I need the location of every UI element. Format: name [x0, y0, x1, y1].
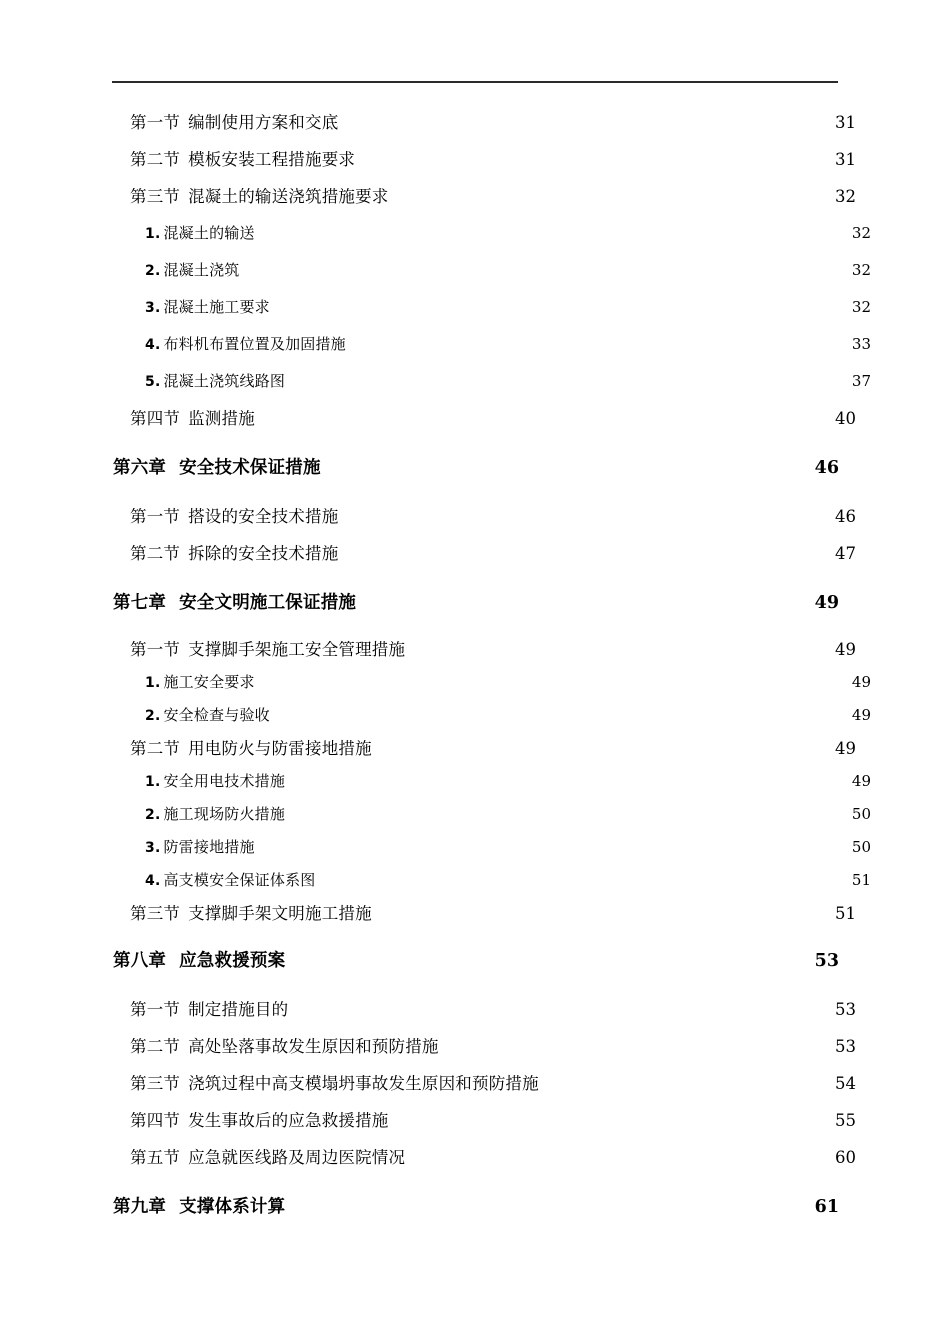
- toc-entry-text: 用电防火与防雷接地措施: [188, 739, 372, 758]
- toc-entry-number: 3.: [145, 300, 161, 316]
- toc-entry-number: 1.: [145, 675, 161, 691]
- toc-dot-leader: [315, 870, 849, 885]
- toc-entry-section[interactable]: [130, 178, 856, 215]
- toc-entry-title: [130, 1065, 539, 1102]
- toc-entry-title: [130, 141, 355, 178]
- toc-entry-section[interactable]: [130, 104, 856, 141]
- toc-entry-number: 1.: [145, 226, 161, 242]
- toc-entry-label: 第九章: [113, 1197, 167, 1217]
- toc-entry-page-number: 49: [851, 772, 871, 790]
- toc-entry-title: [145, 864, 315, 898]
- toc-entry-page-number: 53: [835, 1037, 856, 1056]
- toc-dot-leader: [338, 506, 832, 523]
- toc-entry-label: 第四节: [130, 1111, 181, 1130]
- toc-entry-page-number: 49: [814, 593, 839, 613]
- toc-entry-item[interactable]: [145, 765, 871, 798]
- toc-dot-leader: [270, 297, 849, 312]
- toc-entry-page-number: 46: [835, 507, 856, 526]
- toc-entry-page-number: 61: [814, 1197, 839, 1217]
- toc-entry-page-number: 51: [835, 904, 856, 923]
- toc-entry-text: 支撑体系计算: [179, 1197, 286, 1217]
- toc-entry-label: 第一节: [130, 640, 181, 659]
- toc-entry-title: [130, 991, 288, 1028]
- toc-entry-page-number: 60: [835, 1148, 856, 1167]
- toc-entry-item[interactable]: [145, 363, 871, 400]
- toc-entry-number: 2.: [145, 263, 161, 279]
- toc-dot-leader: [372, 903, 832, 920]
- toc-entry-number: 2.: [145, 708, 161, 724]
- toc-entry-text: 混凝土的输送浇筑措施要求: [188, 187, 389, 206]
- toc-entry-text: 浇筑过程中高支模塌坍事故发生原因和预防措施: [188, 1074, 539, 1093]
- toc-entry-label: 第七章: [113, 593, 167, 613]
- toc-entry-label: 第三节: [130, 904, 181, 923]
- toc-entry-title: [130, 178, 389, 215]
- toc-entry-label: 第三节: [130, 187, 181, 206]
- toc-entry-text: 混凝土的输送: [163, 224, 255, 242]
- toc-dot-leader: [355, 149, 832, 166]
- toc-dot-leader: [338, 112, 832, 129]
- toc-entry-label: 第二节: [130, 150, 181, 169]
- toc-entry-text: 混凝土浇筑线路图: [163, 372, 286, 390]
- toc-entry-text: 施工安全要求: [163, 673, 255, 691]
- toc-entry-chapter[interactable]: [113, 449, 839, 487]
- toc-entry-section[interactable]: [130, 897, 856, 930]
- toc-entry-number: 5.: [145, 374, 161, 390]
- toc-entry-title: [113, 584, 356, 622]
- toc-entry-page-number: 49: [851, 706, 871, 724]
- toc-dot-leader: [255, 672, 849, 687]
- toc-entry-page-number: 31: [835, 150, 856, 169]
- toc-dot-leader: [270, 705, 849, 720]
- toc-dot-leader: [285, 949, 813, 967]
- toc-entry-page-number: 51: [851, 871, 871, 889]
- toc-entry-title: [145, 666, 255, 700]
- toc-entry-title: [145, 326, 346, 364]
- toc-entry-text: 施工现场防火措施: [163, 805, 286, 823]
- toc-entry-chapter[interactable]: [113, 584, 839, 622]
- toc-entry-page-number: 50: [851, 838, 871, 856]
- toc-dot-leader: [288, 999, 832, 1016]
- toc-entry-text: 混凝土施工要求: [163, 298, 270, 316]
- toc-entry-page-number: 54: [835, 1074, 856, 1093]
- toc-entry-title: [113, 1188, 285, 1226]
- toc-entry-page-number: 40: [835, 409, 856, 428]
- toc-entry-title: [130, 1139, 405, 1176]
- toc-entry-text: 安全技术保证措施: [179, 458, 321, 478]
- toc-entry-text: 防雷接地措施: [163, 838, 255, 856]
- toc-entry-page-number: 50: [851, 805, 871, 823]
- toc-entry-title: [145, 215, 255, 253]
- toc-dot-leader: [255, 837, 849, 852]
- toc-entry-title: [145, 289, 270, 327]
- toc-entry-label: 第三节: [130, 1074, 181, 1093]
- toc-entry-item[interactable]: [145, 666, 871, 699]
- toc-entry-title: [130, 535, 338, 572]
- toc-entry-item[interactable]: [145, 699, 871, 732]
- toc-entry-text: 布料机布置位置及加固措施: [163, 335, 346, 353]
- toc-entry-title: [145, 252, 239, 290]
- toc-entry-text: 安全文明施工保证措施: [179, 593, 357, 613]
- toc-entry-page-number: 32: [851, 261, 871, 279]
- toc-entry-text: 支撑脚手架文明施工措施: [188, 904, 372, 923]
- toc-entry-number: 4.: [145, 337, 161, 353]
- toc-dot-leader: [285, 371, 849, 386]
- toc-entry-section[interactable]: [130, 400, 856, 437]
- toc-entry-title: [130, 897, 372, 930]
- toc-entry-item[interactable]: [145, 326, 871, 363]
- toc-entry-text: 拆除的安全技术措施: [188, 544, 339, 563]
- toc-entry-page-number: 32: [835, 187, 856, 206]
- toc-entry-item[interactable]: [145, 831, 871, 864]
- toc-dot-leader: [346, 334, 849, 349]
- toc-entry-title: [130, 400, 255, 437]
- toc-entry-number: 1.: [145, 774, 161, 790]
- toc-entry-label: 第二节: [130, 544, 181, 563]
- toc-entry-number: 4.: [145, 873, 161, 889]
- toc-entry-label: 第五节: [130, 1148, 181, 1167]
- toc-entry-section[interactable]: [130, 535, 856, 572]
- toc-entry-title: [145, 798, 285, 832]
- table-of-contents: [0, 104, 950, 1237]
- toc-entry-title: [145, 765, 285, 799]
- toc-entry-title: [145, 831, 255, 865]
- toc-dot-leader: [356, 591, 813, 609]
- toc-entry-title: [145, 699, 270, 733]
- toc-entry-label: 第二节: [130, 739, 181, 758]
- toc-dot-leader: [405, 639, 832, 656]
- toc-entry-title: [130, 633, 405, 666]
- toc-entry-page-number: 37: [851, 372, 871, 390]
- toc-dot-leader: [338, 543, 832, 560]
- toc-dot-leader: [539, 1073, 832, 1090]
- toc-dot-leader: [372, 738, 832, 755]
- toc-entry-number: 2.: [145, 807, 161, 823]
- toc-entry-title: [130, 1102, 389, 1139]
- toc-dot-leader: [285, 804, 849, 819]
- toc-entry-page-number: 53: [835, 1000, 856, 1019]
- toc-entry-page-number: 31: [835, 113, 856, 132]
- toc-entry-text: 应急就医线路及周边医院情况: [188, 1148, 406, 1167]
- toc-entry-page-number: 46: [814, 458, 839, 478]
- toc-entry-item[interactable]: [145, 289, 871, 326]
- toc-entry-text: 模板安装工程措施要求: [188, 150, 356, 169]
- toc-entry-title: [130, 732, 372, 765]
- toc-dot-leader: [255, 408, 832, 425]
- toc-entry-section[interactable]: [130, 1028, 856, 1065]
- toc-entry-item[interactable]: [145, 864, 871, 897]
- toc-entry-label: 第八章: [113, 951, 167, 971]
- toc-entry-section[interactable]: [130, 1102, 856, 1139]
- toc-dot-leader: [285, 1195, 813, 1213]
- toc-dot-leader: [389, 1110, 832, 1127]
- toc-entry-page-number: 49: [835, 739, 856, 758]
- toc-entry-section[interactable]: [130, 732, 856, 765]
- toc-entry-text: 高支模安全保证体系图: [163, 871, 316, 889]
- toc-entry-item[interactable]: [145, 798, 871, 831]
- toc-entry-label: 第四节: [130, 409, 181, 428]
- toc-dot-leader: [389, 186, 832, 203]
- toc-entry-title: [145, 363, 285, 401]
- toc-entry-section[interactable]: [130, 1065, 856, 1102]
- toc-entry-text: 支撑脚手架施工安全管理措施: [188, 640, 406, 659]
- toc-entry-number: 3.: [145, 840, 161, 856]
- toc-entry-text: 应急救援预案: [179, 951, 286, 971]
- toc-entry-text: 制定措施目的: [188, 1000, 289, 1019]
- toc-entry-page-number: 32: [851, 224, 871, 242]
- header-rule: [112, 81, 838, 83]
- toc-entry-title: [113, 942, 285, 980]
- toc-entry-item[interactable]: [145, 252, 871, 289]
- toc-dot-leader: [285, 771, 849, 786]
- toc-entry-section[interactable]: [130, 991, 856, 1028]
- toc-entry-label: 第二节: [130, 1037, 181, 1056]
- toc-entry-text: 混凝土浇筑: [163, 261, 240, 279]
- toc-entry-page-number: 49: [835, 640, 856, 659]
- toc-entry-section[interactable]: [130, 141, 856, 178]
- toc-entry-page-number: 33: [851, 335, 871, 353]
- toc-entry-text: 编制使用方案和交底: [188, 113, 339, 132]
- toc-entry-title: [113, 449, 321, 487]
- toc-entry-section[interactable]: [130, 1139, 856, 1176]
- toc-entry-chapter[interactable]: [113, 1188, 839, 1226]
- toc-dot-leader: [321, 456, 813, 474]
- toc-entry-text: 安全检查与验收: [163, 706, 270, 724]
- toc-entry-title: [130, 1028, 439, 1065]
- toc-entry-text: 安全用电技术措施: [163, 772, 286, 790]
- toc-entry-title: [130, 498, 338, 535]
- toc-dot-leader: [439, 1036, 832, 1053]
- toc-entry-page-number: 47: [835, 544, 856, 563]
- toc-entry-label: 第一节: [130, 113, 181, 132]
- toc-entry-label: 第一节: [130, 507, 181, 526]
- toc-entry-page-number: 32: [851, 298, 871, 316]
- toc-entry-text: 高处坠落事故发生原因和预防措施: [188, 1037, 439, 1056]
- toc-entry-text: 监测措施: [188, 409, 255, 428]
- toc-entry-chapter[interactable]: [113, 942, 839, 980]
- toc-entry-section[interactable]: [130, 498, 856, 535]
- toc-dot-leader: [239, 260, 849, 275]
- toc-entry-label: 第六章: [113, 458, 167, 478]
- toc-entry-section[interactable]: [130, 633, 856, 666]
- toc-entry-label: 第一节: [130, 1000, 181, 1019]
- toc-dot-leader: [255, 223, 849, 238]
- toc-dot-leader: [405, 1147, 832, 1164]
- toc-entry-title: [130, 104, 338, 141]
- toc-entry-item[interactable]: [145, 215, 871, 252]
- toc-entry-text: 发生事故后的应急救援措施: [188, 1111, 389, 1130]
- toc-entry-text: 搭设的安全技术措施: [188, 507, 339, 526]
- toc-entry-page-number: 55: [835, 1111, 856, 1130]
- toc-entry-page-number: 53: [814, 951, 839, 971]
- toc-entry-page-number: 49: [851, 673, 871, 691]
